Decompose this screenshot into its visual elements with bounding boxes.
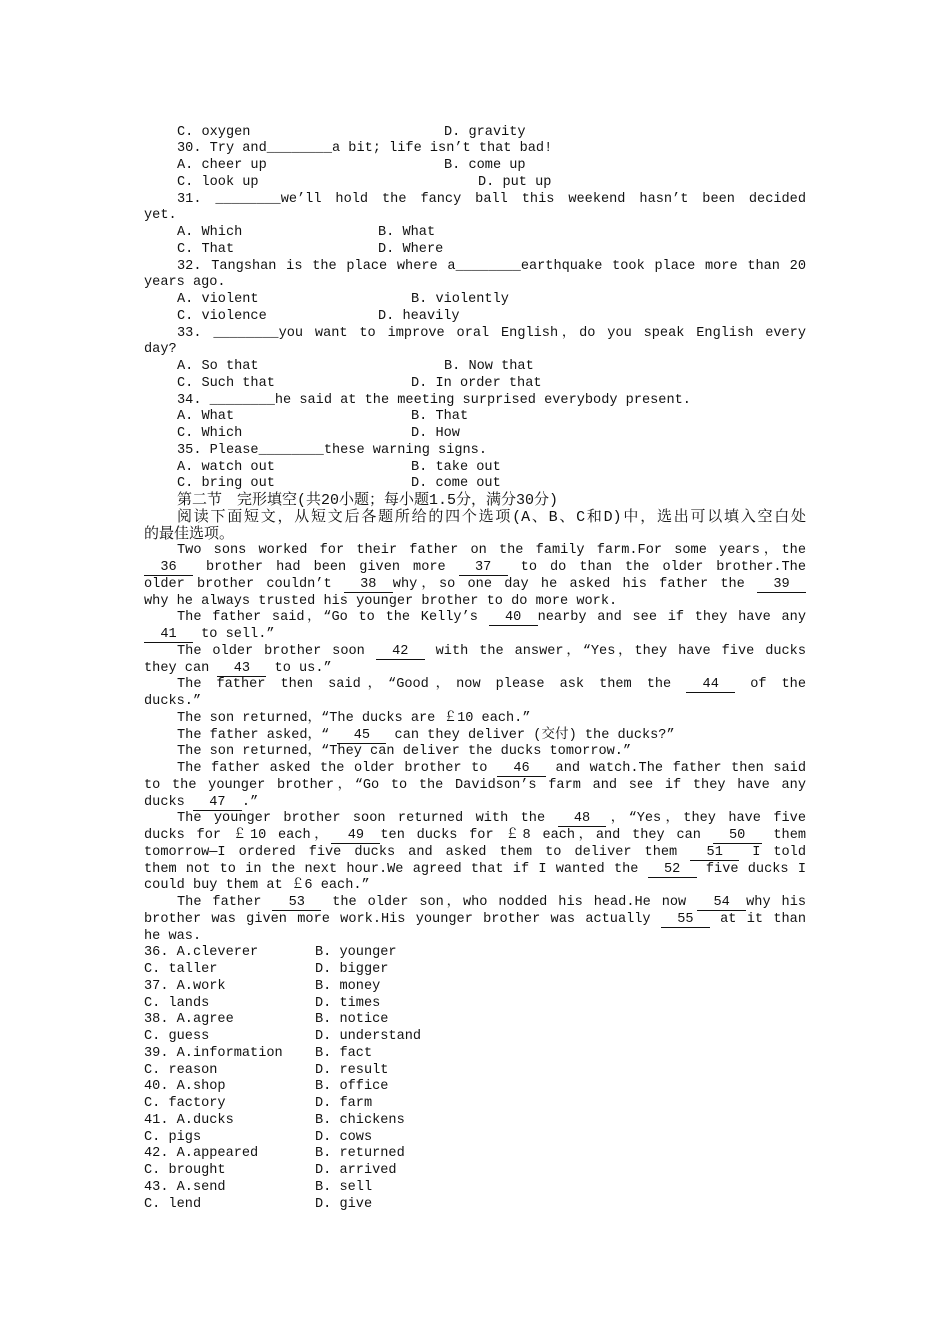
passage-text: The father then said，“Good，now please ask them the: [177, 677, 687, 693]
q31-stem-line-1: 31. ________we’ll hold the fancy ball this weekend hasn’t been decided: [177, 191, 806, 207]
q37-option-d: D. times: [315, 995, 381, 1011]
q41-option-d: D. cows: [315, 1129, 373, 1145]
passage-line: [144, 728, 806, 745]
q33-option-d: D. In order that: [411, 375, 542, 391]
blank-51: 51: [690, 845, 739, 861]
q31-stem-line-2: yet.: [144, 208, 177, 224]
q43-options-ab: [144, 1180, 806, 1197]
passage-text: ducks: [144, 794, 193, 810]
q34-option-d: D. How: [411, 426, 460, 442]
passage-text: to sell.”: [192, 627, 275, 643]
passage-line: [144, 912, 806, 929]
section2-heading: 第二节 完形填空(共20小题；每小题1.5分，满分30分): [177, 492, 559, 510]
passage-text: The father asked，“: [177, 727, 338, 743]
passage-text: of the: [735, 677, 806, 693]
q39-option-c: C. reason: [144, 1062, 218, 1078]
passage-text: five ducks I: [696, 861, 806, 877]
passage-text: brother had been given more: [192, 560, 459, 576]
q41-option-b: B. chickens: [315, 1112, 405, 1128]
q36-options-ab: [144, 945, 806, 962]
q40-option-a: 40. A.shop: [144, 1079, 226, 1095]
blank-50: 50: [713, 828, 762, 844]
q40-option-d: D. farm: [315, 1096, 373, 1112]
passage-line: [144, 627, 806, 644]
q33-options-cd: [144, 376, 806, 393]
q40-option-c: C. factory: [144, 1096, 226, 1112]
q42-option-a: 42. A.appeared: [144, 1146, 259, 1162]
q38-option-b: B. notice: [315, 1012, 389, 1028]
q41-options-cd: [144, 1130, 806, 1147]
passage-text: The father said，“Go to the Kelly’s: [177, 610, 489, 626]
q39-option-a: 39. A.information: [144, 1045, 283, 1061]
passage-line: The son returned，“They can deliver the ducks tomorrow.”: [177, 744, 632, 760]
q35-option-c: C. bring out: [177, 476, 275, 492]
blank-49: 49: [331, 828, 380, 844]
passage-line: could buy them at ￡6 each.”: [144, 878, 370, 894]
q36-option-d: D. bigger: [315, 962, 389, 978]
q32-options-cd: [144, 309, 806, 326]
passage-line: [144, 560, 806, 577]
passage-text: the older son，who nodded his head.He now: [321, 895, 698, 911]
q43-option-b: B. sell: [315, 1179, 373, 1195]
q32-option-b: B. violently: [411, 292, 509, 308]
q32-options-ab: [144, 292, 806, 309]
passage-line: [144, 845, 806, 862]
q33-options-ab: [144, 359, 806, 376]
passage-text: they can: [144, 660, 218, 676]
q33-option-c: C. Such that: [177, 375, 275, 391]
blank-48: 48: [558, 811, 607, 827]
passage-line: Two sons worked for their father on the family farm.For some years，the: [177, 543, 806, 559]
blank-46: 46: [497, 761, 546, 777]
passage-text: them: [761, 828, 807, 844]
q42-options-ab: [144, 1146, 806, 1163]
q35-option-a: A. watch out: [177, 459, 275, 475]
passage-text: them not to in the next hour.We agreed that if I wanted the: [144, 861, 648, 877]
q39-options-ab: [144, 1046, 806, 1063]
q34-options-cd: [144, 426, 806, 443]
q42-options-cd: [144, 1163, 806, 1180]
q34-options-ab: [144, 409, 806, 426]
section2-instructions-line-2: 的最佳选项。: [144, 525, 235, 543]
q33-option-b: B. Now that: [444, 359, 534, 375]
passage-line: [144, 661, 806, 678]
passage-text: I told: [739, 844, 806, 860]
q43-option-d: D. give: [315, 1196, 373, 1212]
blank-54: 54: [697, 895, 746, 911]
blank-43: 43: [217, 661, 266, 677]
passage-text: The father asked the older brother to: [177, 761, 497, 777]
q37-option-b: B. money: [315, 978, 381, 994]
q38-options-ab: [144, 1012, 806, 1029]
passage-text: ，“Yes，they have five: [606, 811, 807, 827]
q37-options-cd: [144, 996, 806, 1013]
q35-options-cd: [144, 476, 806, 493]
passage-line: to the younger brother，“Go to the Davidson’s farm and see if they have any: [144, 777, 806, 793]
passage-line: why he always trusted his younger brother to do more work.: [144, 593, 618, 609]
passage-line: [144, 811, 806, 828]
q30-options-cd: [144, 175, 806, 192]
q40-options-ab: [144, 1079, 806, 1096]
q29-option-c: C. oxygen: [177, 124, 251, 140]
passage-text: The father: [177, 895, 273, 911]
q31-options-cd: [144, 242, 806, 259]
passage-text: nearby and see if they have any: [537, 610, 806, 626]
passage-text: and watch.The father then said: [545, 761, 806, 777]
passage-text: brother was given more work.His younger brother was actually: [144, 911, 661, 927]
passage-text: The younger brother soon returned with the: [177, 811, 558, 827]
q35-options-ab: [144, 460, 806, 477]
passage-line: [144, 577, 806, 594]
q33-stem-line-2: day?: [144, 342, 177, 358]
q31-option-c: C. That: [177, 241, 235, 257]
blank-36: 36: [144, 560, 193, 576]
q32-option-c: C. violence: [177, 308, 267, 324]
q41-option-c: C. pigs: [144, 1129, 202, 1145]
q42-option-d: D. arrived: [315, 1163, 397, 1179]
passage-text: The older brother soon: [177, 643, 376, 659]
blank-45: 45: [337, 728, 386, 744]
q43-option-a: 43. A.send: [144, 1179, 226, 1195]
q29-option-d: D. gravity: [444, 124, 526, 140]
exam-content: [144, 125, 806, 1214]
passage-line: [144, 677, 806, 694]
blank-47: 47: [193, 795, 242, 811]
q35-stem: 35. Please________these warning signs.: [177, 442, 487, 458]
passage-line: ducks.”: [144, 694, 202, 710]
q30-stem: 30. Try and________a bit; life isn’t that bad!: [177, 141, 553, 157]
q30-options-ab: [144, 158, 806, 175]
blank-52: 52: [648, 862, 697, 878]
passage-line: [144, 795, 806, 812]
q36-option-a: 36. A.cleverer: [144, 945, 259, 961]
q41-option-a: 41. A.ducks: [144, 1112, 234, 1128]
q31-options-ab: [144, 225, 806, 242]
q38-option-c: C. guess: [144, 1029, 210, 1045]
q37-option-c: C. lands: [144, 995, 210, 1011]
q35-option-b: B. take out: [411, 459, 501, 475]
blank-37: 37: [459, 560, 508, 576]
passage-line: he was.: [144, 928, 202, 944]
q43-options-cd: [144, 1197, 806, 1214]
passage-line: [144, 895, 806, 912]
q29-options-cd: [144, 125, 806, 142]
passage-text: can they deliver (交付) the ducks?”: [386, 727, 675, 743]
passage-text: why his: [746, 895, 807, 911]
passage-text: older brother couldn’t: [144, 576, 344, 592]
q30-option-c: C. look up: [177, 174, 259, 190]
q34-stem: 34. ________he said at the meeting surprised everybody present.: [177, 392, 691, 408]
q42-option-c: C. brought: [144, 1163, 226, 1179]
passage-text: with the answer，“Yes，they have five ducks: [424, 643, 806, 659]
passage-text: .”: [241, 794, 259, 810]
q43-option-c: C. lend: [144, 1196, 202, 1212]
passage-text: at it than: [709, 911, 806, 927]
q34-option-b: B. That: [411, 409, 469, 425]
q38-option-a: 38. A.agree: [144, 1012, 234, 1028]
passage-text: ten ducks for ￡8 each，and they can: [380, 828, 713, 844]
q30-option-a: A. cheer up: [177, 158, 267, 174]
q37-option-a: 37. A.work: [144, 978, 226, 994]
q42-option-b: B. returned: [315, 1146, 405, 1162]
q39-options-cd: [144, 1063, 806, 1080]
q39-option-b: B. fact: [315, 1045, 373, 1061]
q33-stem-line-1: 33. ________you want to improve oral English，do you speak English every: [177, 325, 806, 341]
q34-option-a: A. What: [177, 409, 235, 425]
q40-options-cd: [144, 1096, 806, 1113]
q40-option-b: B. office: [315, 1079, 389, 1095]
passage-line: [144, 761, 806, 778]
blank-38: 38: [344, 577, 393, 593]
q33-option-a: A. So that: [177, 359, 259, 375]
passage-text: tomorrow—I ordered five ducks and asked them to deliver them: [144, 844, 691, 860]
blank-53: 53: [272, 895, 321, 911]
q31-option-a: A. Which: [177, 225, 243, 241]
blank-55: 55: [661, 912, 710, 928]
q30-option-d: D. put up: [478, 174, 552, 190]
q32-option-a: A. violent: [177, 292, 259, 308]
passage-text: why，so one day he asked his father the: [392, 576, 758, 592]
passage-line: [144, 644, 806, 661]
section2-instructions-line-1: 阅读下面短文，从短文后各题所给的四个选项(A、B、C和D)中，选出可以填入空白处: [177, 508, 806, 526]
q32-stem-line-1: 32. Tangshan is the place where a________earthquake took place more than 20: [177, 258, 806, 274]
q35-option-d: D. come out: [411, 476, 501, 492]
passage-text: to do than the older brother.The: [507, 560, 806, 576]
q36-option-b: B. younger: [315, 945, 397, 961]
q34-option-c: C. Which: [177, 426, 243, 442]
q38-options-cd: [144, 1029, 806, 1046]
q39-option-d: D. result: [315, 1062, 389, 1078]
blank-44: 44: [686, 677, 735, 693]
q30-option-b: B. come up: [444, 158, 526, 174]
passage-text: to us.”: [266, 660, 332, 676]
q38-option-d: D. understand: [315, 1029, 422, 1045]
blank-40: 40: [489, 610, 538, 626]
passage-line: [144, 862, 806, 879]
passage-line: [144, 828, 806, 845]
q31-option-d: D. Where: [378, 241, 444, 257]
blank-41: 41: [144, 627, 193, 643]
q41-options-ab: [144, 1113, 806, 1130]
q37-options-ab: [144, 979, 806, 996]
blank-42: 42: [376, 644, 425, 660]
passage-line: [144, 610, 806, 627]
q32-stem-line-2: years ago.: [144, 275, 226, 291]
q31-option-b: B. What: [378, 225, 436, 241]
passage-text: ducks for ￡10 each，: [144, 828, 332, 844]
q36-option-c: C. taller: [144, 962, 218, 978]
q32-option-d: D. heavily: [378, 308, 460, 324]
blank-39: 39: [757, 577, 806, 593]
passage-line: The son returned，“The ducks are ￡10 each.”: [177, 710, 531, 726]
q36-options-cd: [144, 962, 806, 979]
